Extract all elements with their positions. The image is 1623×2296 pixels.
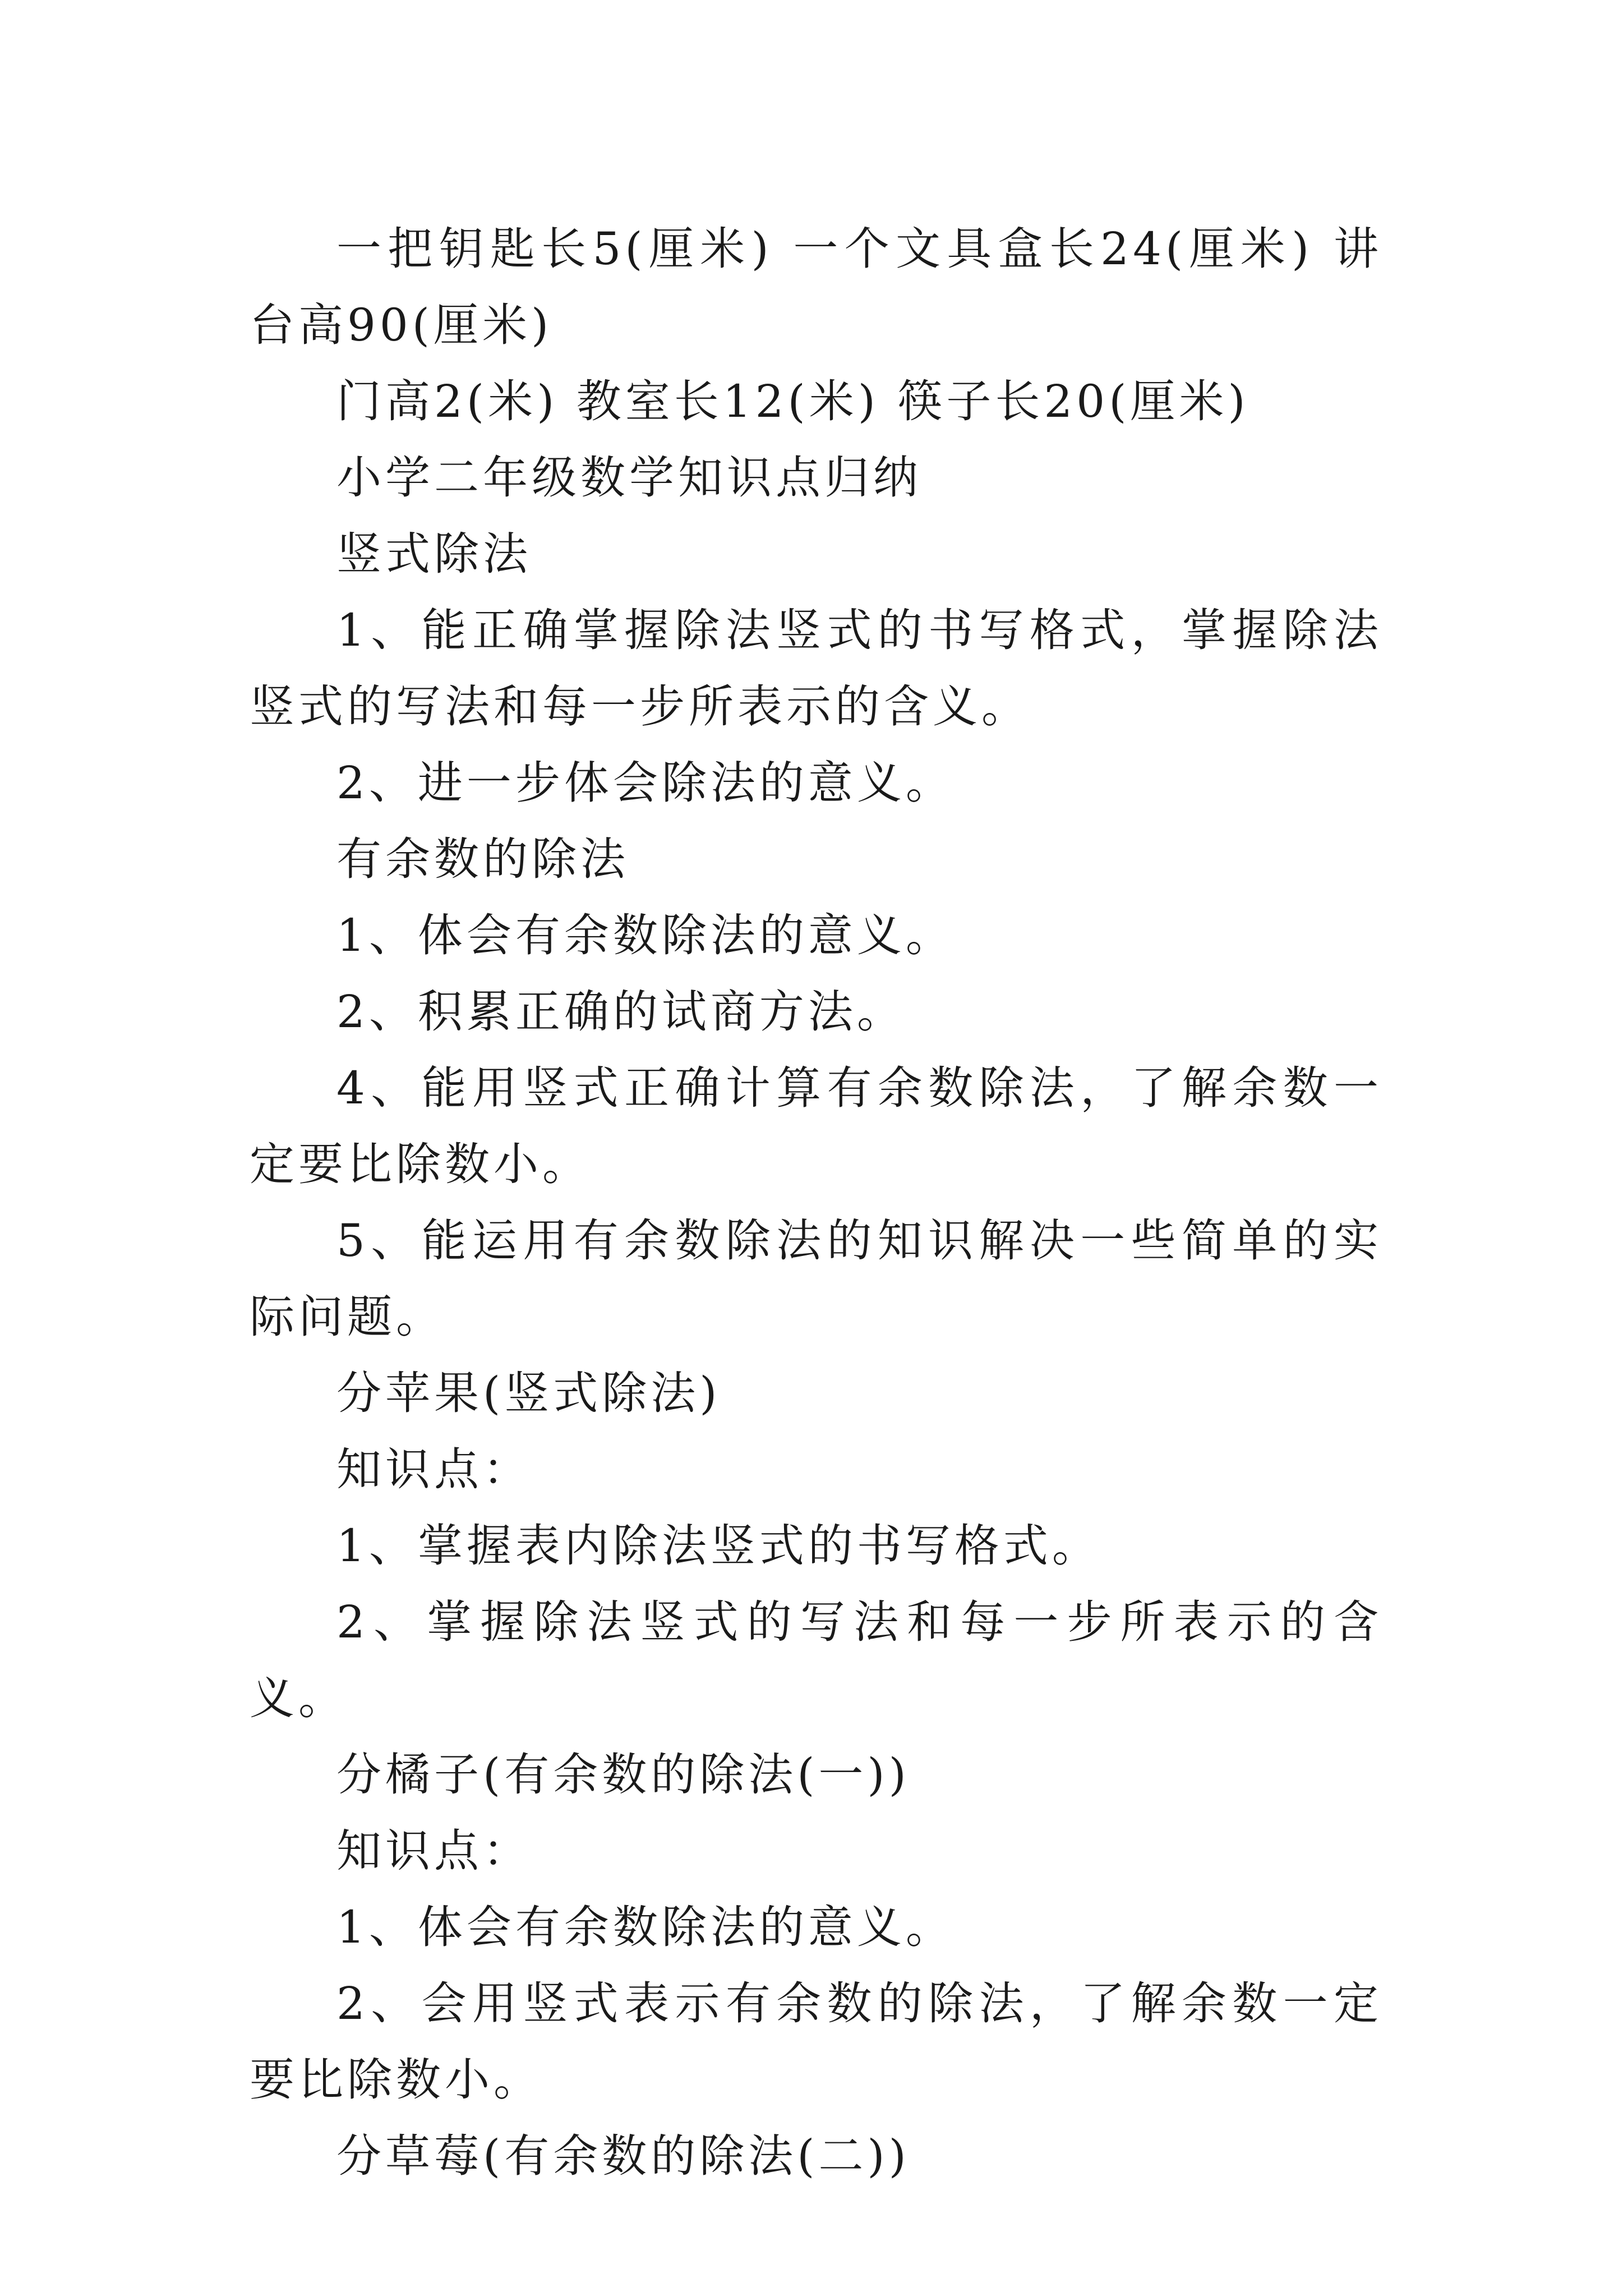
paragraph-item: 1、体会有余数除法的意义。	[336, 1901, 955, 1953]
paragraph-lengths-1: 一把钥匙长5(厘米) 一个文具盒长24(厘米) 讲台高90(厘米)	[250, 223, 1382, 351]
paragraph-item: 2、掌握除法竖式的写法和每一步所表示的含义。	[250, 1596, 1382, 1724]
paragraph-item: 2、进一步体会除法的意义。	[336, 757, 955, 809]
paragraph-knowledge-label: 知识点：	[336, 1443, 532, 1496]
paragraph-item: 2、会用竖式表示有余数的除法，了解余数一定要比除数小。	[250, 1977, 1382, 2106]
paragraph-item: 1、掌握表内除法竖式的书写格式。	[336, 1520, 1101, 1572]
paragraph-heading-oranges: 分橘子(有余数的除法(一))	[336, 1749, 910, 1801]
paragraph-section-title: 小学二年级数学知识点归纳	[336, 452, 922, 504]
paragraph-item: 4、能用竖式正确计算有余数除法，了解余数一定要比除数小。	[250, 1062, 1382, 1190]
paragraph-item: 1、体会有余数除法的意义。	[336, 909, 955, 961]
paragraph-heading-apples: 分苹果(竖式除法)	[336, 1367, 721, 1419]
paragraph-knowledge-label: 知识点：	[336, 1825, 532, 1877]
paragraph-item: 2、积累正确的试商方法。	[336, 986, 906, 1038]
paragraph-lengths-2: 门高2(米) 教室长12(米) 筷子长20(厘米)	[336, 375, 1249, 427]
document-body	[250, 211, 1382, 2194]
paragraph-heading-vertical-division: 竖式除法	[336, 528, 532, 580]
paragraph-heading-strawberries: 分草莓(有余数的除法(二))	[336, 2130, 910, 2182]
paragraph-item: 1、能正确掌握除法竖式的书写格式，掌握除法竖式的写法和每一步所表示的含义。	[250, 604, 1382, 733]
paragraph-heading-remainder-division: 有余数的除法	[336, 833, 629, 885]
paragraph-item: 5、能运用有余数除法的知识解决一些简单的实际问题。	[250, 1214, 1382, 1343]
